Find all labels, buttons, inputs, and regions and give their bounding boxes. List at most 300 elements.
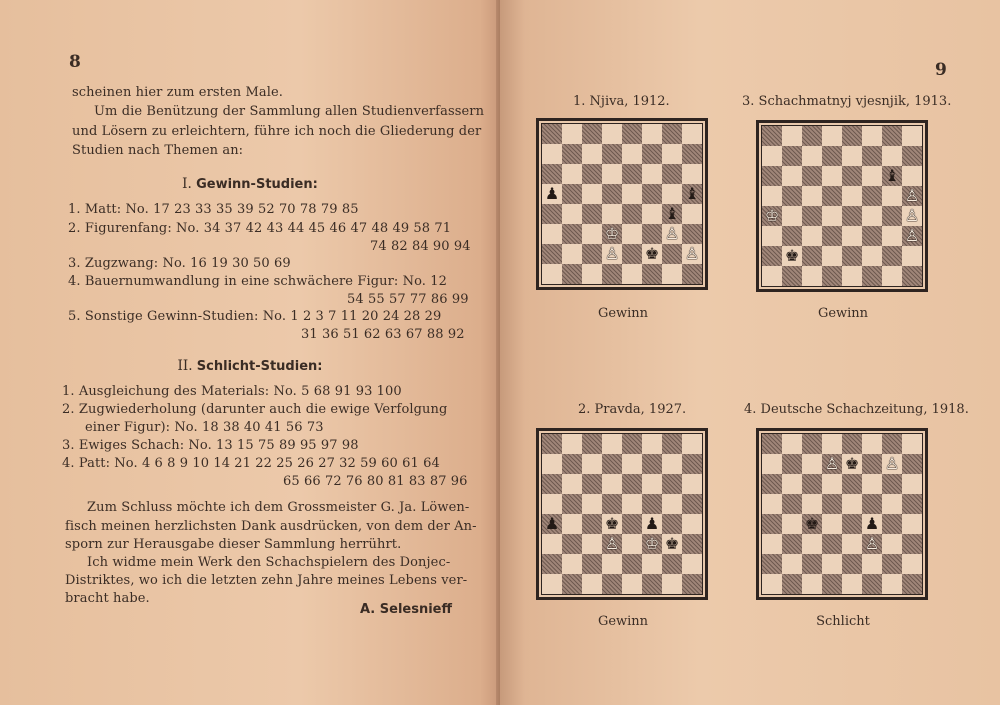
board-square-h3 <box>902 226 922 246</box>
board-square-e4 <box>842 206 862 226</box>
white-pawn-icon: ♙ <box>684 244 700 263</box>
white-king-icon: ♔ <box>604 224 620 243</box>
board-square-h6 <box>902 474 922 494</box>
board-square-c4 <box>802 514 822 534</box>
board-square-e5 <box>622 494 642 514</box>
board-square-e2 <box>842 246 862 266</box>
board-square-d7 <box>822 146 842 166</box>
white-pawn-icon: ♙ <box>604 244 620 263</box>
board-square-b3 <box>782 226 802 246</box>
board-square-g3 <box>882 534 902 554</box>
board-square-d8 <box>822 434 842 454</box>
board-square-c2 <box>802 246 822 266</box>
board-square-h7 <box>682 454 702 474</box>
board-square-e2 <box>842 554 862 574</box>
board-square-f6 <box>642 164 662 184</box>
board-square-c3 <box>582 534 602 554</box>
closing-line-4: Ich widme mein Werk den Schachspielern des Donjec- <box>87 555 451 570</box>
board-square-h8 <box>902 434 922 454</box>
section1-line-5: 5. Sonstige Gewinn-Studien: No. 1 2 3 7 11 20 24 28 29 <box>68 309 442 324</box>
board-square-b5 <box>562 184 582 204</box>
board-square-h7 <box>682 144 702 164</box>
board-square-c4 <box>582 204 602 224</box>
board-square-a3 <box>542 224 562 244</box>
board-square-g5 <box>662 494 682 514</box>
board-square-h4 <box>682 204 702 224</box>
board-square-a3 <box>762 534 782 554</box>
section2-line-1: 1. Ausgleichung des Materials: No. 5 68 91 93 100 <box>62 384 402 399</box>
board-square-g4 <box>662 514 682 534</box>
board-square-g7 <box>882 146 902 166</box>
board-square-c2 <box>802 554 822 574</box>
board-square-f4 <box>862 206 882 226</box>
board-square-b7 <box>562 454 582 474</box>
board-square-b3 <box>562 534 582 554</box>
board-square-a5 <box>542 494 562 514</box>
board-square-c2 <box>582 554 602 574</box>
section1-line-2b: 74 82 84 90 94 <box>370 239 471 254</box>
board-square-a7 <box>542 454 562 474</box>
board-square-g5 <box>882 494 902 514</box>
board-square-g8 <box>662 434 682 454</box>
board-square-c6 <box>802 474 822 494</box>
board-square-b7 <box>782 454 802 474</box>
white-pawn-icon: ♙ <box>604 534 620 553</box>
page-number-left: 8 <box>69 52 81 72</box>
board-square-a6 <box>542 474 562 494</box>
board-square-a8 <box>542 434 562 454</box>
board-square-a6 <box>542 164 562 184</box>
board-square-d2 <box>602 554 622 574</box>
board-square-a1 <box>762 574 782 594</box>
section1-line-4b: 54 55 57 77 86 99 <box>347 292 469 307</box>
white-pawn-icon: ♙ <box>864 534 880 553</box>
closing-line-3: sporn zur Herausgabe dieser Sammlung herrührt. <box>65 537 402 552</box>
board-square-b8 <box>562 434 582 454</box>
board-square-e6 <box>842 474 862 494</box>
board-square-d2 <box>602 244 622 264</box>
board-square-d7 <box>602 144 622 164</box>
board-square-b6 <box>782 166 802 186</box>
board-square-e8 <box>842 434 862 454</box>
board-square-g3 <box>662 534 682 554</box>
board-square-g1 <box>662 574 682 594</box>
white-pawn-icon: ♙ <box>884 454 900 473</box>
board-square-f1 <box>642 264 662 284</box>
intro-line-3: und Lösern zu erleichtern, führe ich noch die Gliederung der <box>72 124 482 139</box>
diagram-2-title: 2. Pravda, 1927. <box>578 402 687 417</box>
board-square-f8 <box>862 126 882 146</box>
board-square-a2 <box>542 554 562 574</box>
black-pawn-icon: ♟ <box>864 514 880 533</box>
board-square-e1 <box>842 574 862 594</box>
board-square-h3 <box>682 224 702 244</box>
board-square-f7 <box>642 454 662 474</box>
board-square-a1 <box>542 574 562 594</box>
board-square-d2 <box>822 246 842 266</box>
board-square-d3 <box>822 226 842 246</box>
white-pawn-icon: ♙ <box>824 454 840 473</box>
board-square-d5 <box>822 494 842 514</box>
board-square-c6 <box>582 474 602 494</box>
board-square-d6 <box>822 166 842 186</box>
diagram-2-board-frame <box>536 428 708 600</box>
board-square-c3 <box>802 226 822 246</box>
board-square-h8 <box>902 126 922 146</box>
board-square-b3 <box>562 224 582 244</box>
diagram-2-board <box>541 433 703 595</box>
board-square-h8 <box>682 434 702 454</box>
board-square-f7 <box>642 144 662 164</box>
board-square-h4 <box>682 514 702 534</box>
board-square-g8 <box>662 124 682 144</box>
board-square-a7 <box>542 144 562 164</box>
board-square-g5 <box>662 184 682 204</box>
board-square-b1 <box>782 574 802 594</box>
board-square-c7 <box>802 454 822 474</box>
board-square-a4 <box>762 206 782 226</box>
board-square-h2 <box>902 554 922 574</box>
board-square-d3 <box>602 534 622 554</box>
board-square-b4 <box>562 514 582 534</box>
section1-line-3: 3. Zugzwang: No. 16 19 30 50 69 <box>68 256 291 271</box>
board-square-e2 <box>622 554 642 574</box>
board-square-f4 <box>642 204 662 224</box>
black-king-icon: ♚ <box>644 244 660 263</box>
board-square-e6 <box>622 164 642 184</box>
board-square-h7 <box>902 454 922 474</box>
board-square-b1 <box>562 264 582 284</box>
board-square-c4 <box>802 206 822 226</box>
black-pawn-icon: ♟ <box>544 184 560 203</box>
board-square-e3 <box>622 224 642 244</box>
board-square-d3 <box>602 224 622 244</box>
board-square-b8 <box>782 434 802 454</box>
closing-line-1: Zum Schluss möchte ich dem Grossmeister G. Ja. Löwen- <box>87 500 470 515</box>
board-square-a7 <box>762 146 782 166</box>
board-square-g2 <box>662 554 682 574</box>
board-square-g1 <box>882 574 902 594</box>
white-pawn-icon: ♙ <box>904 226 920 245</box>
section1-line-1: 1. Matt: No. 17 23 33 35 39 52 70 78 79 85 <box>68 202 359 217</box>
board-square-d3 <box>822 534 842 554</box>
board-square-d1 <box>822 266 842 286</box>
board-square-d6 <box>822 474 842 494</box>
black-king-icon: ♚ <box>664 534 680 553</box>
board-square-f3 <box>862 226 882 246</box>
board-square-d1 <box>602 574 622 594</box>
diagram-4-title: 4. Deutsche Schachzeitung, 1918. <box>744 402 969 417</box>
board-square-e5 <box>622 184 642 204</box>
board-square-b5 <box>782 186 802 206</box>
board-square-e7 <box>622 144 642 164</box>
board-square-f5 <box>862 186 882 206</box>
board-square-d7 <box>602 454 622 474</box>
board-square-c8 <box>582 124 602 144</box>
diagram-4-board-frame <box>756 428 928 600</box>
board-square-h5 <box>902 494 922 514</box>
board-square-g6 <box>882 474 902 494</box>
white-pawn-icon: ♙ <box>904 206 920 225</box>
board-square-b4 <box>782 206 802 226</box>
board-square-c7 <box>582 144 602 164</box>
board-square-f3 <box>642 534 662 554</box>
board-square-g1 <box>662 264 682 284</box>
section2-line-4: 4. Patt: No. 4 6 8 9 10 14 21 22 25 26 27 32 59 60 61 64 <box>62 456 440 471</box>
board-square-g4 <box>882 514 902 534</box>
board-square-c1 <box>582 574 602 594</box>
board-square-c6 <box>582 164 602 184</box>
board-square-g5 <box>882 186 902 206</box>
board-square-g4 <box>662 204 682 224</box>
board-square-d8 <box>602 124 622 144</box>
board-square-e6 <box>622 474 642 494</box>
board-square-d5 <box>602 184 622 204</box>
black-king-icon: ♚ <box>604 514 620 533</box>
board-square-f7 <box>862 454 882 474</box>
board-square-c2 <box>582 244 602 264</box>
board-square-f6 <box>642 474 662 494</box>
board-square-e3 <box>622 534 642 554</box>
diagram-4-board <box>761 433 923 595</box>
board-square-h5 <box>902 186 922 206</box>
section1-line-5b: 31 36 51 62 63 67 88 92 <box>301 327 465 342</box>
board-square-d4 <box>602 514 622 534</box>
diagram-2-caption: Gewinn <box>597 614 649 629</box>
board-square-b6 <box>562 474 582 494</box>
white-pawn-icon: ♙ <box>904 186 920 205</box>
board-square-a4 <box>762 514 782 534</box>
board-square-f5 <box>642 184 662 204</box>
board-square-g7 <box>882 454 902 474</box>
board-square-d8 <box>822 126 842 146</box>
board-square-a4 <box>542 204 562 224</box>
black-king-icon: ♚ <box>844 454 860 473</box>
board-square-c7 <box>802 146 822 166</box>
board-square-h3 <box>682 534 702 554</box>
board-square-g7 <box>662 144 682 164</box>
board-square-c7 <box>582 454 602 474</box>
board-square-h3 <box>902 534 922 554</box>
closing-line-2: fisch meinen herzlichsten Dank ausdrücken, von dem der An- <box>65 519 477 534</box>
board-square-h5 <box>682 184 702 204</box>
board-square-d5 <box>822 186 842 206</box>
board-square-a6 <box>762 474 782 494</box>
board-square-f8 <box>642 434 662 454</box>
board-square-g2 <box>882 246 902 266</box>
board-square-a3 <box>542 534 562 554</box>
diagram-1-caption: Gewinn <box>597 306 649 321</box>
board-square-d1 <box>822 574 842 594</box>
board-square-d6 <box>602 474 622 494</box>
board-square-h7 <box>902 146 922 166</box>
board-square-f6 <box>862 474 882 494</box>
board-square-h1 <box>902 574 922 594</box>
board-square-c8 <box>802 434 822 454</box>
board-square-e7 <box>622 454 642 474</box>
board-square-f3 <box>862 534 882 554</box>
board-square-a7 <box>762 454 782 474</box>
board-square-f8 <box>642 124 662 144</box>
board-square-h1 <box>902 266 922 286</box>
board-square-b2 <box>562 244 582 264</box>
board-square-g1 <box>882 266 902 286</box>
board-square-h5 <box>682 494 702 514</box>
board-square-g7 <box>662 454 682 474</box>
board-square-f1 <box>862 266 882 286</box>
board-square-h4 <box>902 514 922 534</box>
board-square-h1 <box>682 264 702 284</box>
board-square-c5 <box>802 494 822 514</box>
board-square-e6 <box>842 166 862 186</box>
black-king-icon: ♚ <box>784 246 800 265</box>
board-square-a8 <box>762 126 782 146</box>
board-square-b3 <box>782 534 802 554</box>
board-square-a1 <box>542 264 562 284</box>
diagram-1-board <box>541 123 703 285</box>
board-square-h4 <box>902 206 922 226</box>
board-square-a8 <box>542 124 562 144</box>
board-square-c5 <box>582 184 602 204</box>
board-square-e3 <box>842 226 862 246</box>
board-square-d4 <box>822 206 842 226</box>
board-square-g6 <box>662 164 682 184</box>
white-pawn-icon: ♙ <box>664 224 680 243</box>
section2-line-2b: einer Figur): No. 18 38 40 41 56 73 <box>85 420 324 435</box>
board-square-d2 <box>822 554 842 574</box>
board-square-c3 <box>582 224 602 244</box>
board-square-g6 <box>882 166 902 186</box>
board-square-e1 <box>622 574 642 594</box>
board-square-a5 <box>762 186 782 206</box>
diagram-3-caption: Gewinn <box>817 306 869 321</box>
board-square-d4 <box>602 204 622 224</box>
diagram-1-title: 1. Njiva, 1912. <box>573 94 670 109</box>
board-square-b1 <box>562 574 582 594</box>
white-king-icon: ♔ <box>644 534 660 553</box>
board-square-e8 <box>842 126 862 146</box>
board-square-c3 <box>802 534 822 554</box>
section2-line-4b: 65 66 72 76 80 81 83 87 96 <box>283 474 468 489</box>
board-square-g8 <box>882 126 902 146</box>
board-square-h1 <box>682 574 702 594</box>
diagram-3-title: 3. Schachmatnyj vjesnjik, 1913. <box>742 94 952 109</box>
board-square-h6 <box>682 164 702 184</box>
board-square-h6 <box>902 166 922 186</box>
board-square-b8 <box>782 126 802 146</box>
section2-line-2: 2. Zugwiederholung (darunter auch die ewige Verfolgung <box>62 402 448 417</box>
board-square-g3 <box>662 224 682 244</box>
intro-line-1: scheinen hier zum ersten Male. <box>72 85 284 100</box>
board-square-b4 <box>782 514 802 534</box>
board-square-a5 <box>762 494 782 514</box>
black-bishop-icon: ♝ <box>684 184 700 203</box>
board-square-e5 <box>842 186 862 206</box>
board-square-c1 <box>582 264 602 284</box>
intro-line-4: Studien nach Themen an: <box>72 143 244 158</box>
board-square-b2 <box>782 554 802 574</box>
board-square-f5 <box>642 494 662 514</box>
board-square-e1 <box>622 264 642 284</box>
closing-line-5: Distriktes, wo ich die letzten zehn Jahre meines Lebens ver- <box>65 573 468 588</box>
board-square-a2 <box>762 246 782 266</box>
board-square-d7 <box>822 454 842 474</box>
board-square-f1 <box>642 574 662 594</box>
board-square-d4 <box>822 514 842 534</box>
board-square-d6 <box>602 164 622 184</box>
board-square-d5 <box>602 494 622 514</box>
board-square-a4 <box>542 514 562 534</box>
board-square-f7 <box>862 146 882 166</box>
diagram-3-board <box>761 125 923 287</box>
board-square-a2 <box>762 554 782 574</box>
board-square-a2 <box>542 244 562 264</box>
board-square-d1 <box>602 264 622 284</box>
board-square-b2 <box>562 554 582 574</box>
diagram-3-board-frame <box>756 120 928 292</box>
board-square-b7 <box>562 144 582 164</box>
board-square-c5 <box>582 494 602 514</box>
intro-line-2: Um die Benützung der Sammlung allen Studienverfassern <box>94 104 485 119</box>
board-square-h2 <box>682 554 702 574</box>
board-square-e7 <box>842 146 862 166</box>
board-square-a5 <box>542 184 562 204</box>
board-square-c1 <box>802 574 822 594</box>
board-square-h8 <box>682 124 702 144</box>
board-square-e7 <box>842 454 862 474</box>
board-square-e4 <box>622 514 642 534</box>
board-square-e2 <box>622 244 642 264</box>
board-square-c4 <box>582 514 602 534</box>
board-square-c5 <box>802 186 822 206</box>
board-square-f5 <box>862 494 882 514</box>
board-square-b2 <box>782 246 802 266</box>
signature: A. Selesnieff <box>360 602 453 617</box>
board-square-f2 <box>642 244 662 264</box>
board-square-b1 <box>782 266 802 286</box>
board-square-e4 <box>842 514 862 534</box>
section2-line-3: 3. Ewiges Schach: No. 13 15 75 89 95 97 98 <box>62 438 359 453</box>
board-square-g8 <box>882 434 902 454</box>
board-square-f2 <box>642 554 662 574</box>
diagram-1-board-frame <box>536 118 708 290</box>
board-square-b5 <box>782 494 802 514</box>
board-square-a1 <box>762 266 782 286</box>
board-square-g3 <box>882 226 902 246</box>
board-square-g2 <box>662 244 682 264</box>
board-square-a3 <box>762 226 782 246</box>
board-square-b6 <box>782 474 802 494</box>
board-square-f1 <box>862 574 882 594</box>
board-square-h2 <box>902 246 922 266</box>
right-page <box>500 0 1000 705</box>
section1-line-4: 4. Bauernumwandlung in eine schwächere Figur: No. 12 <box>68 274 448 289</box>
page-number-right: 9 <box>935 60 947 80</box>
board-square-h2 <box>682 244 702 264</box>
board-square-e4 <box>622 204 642 224</box>
board-square-e1 <box>842 266 862 286</box>
black-king-icon: ♚ <box>804 514 820 533</box>
board-square-c1 <box>802 266 822 286</box>
board-square-f6 <box>862 166 882 186</box>
board-square-b4 <box>562 204 582 224</box>
board-square-a8 <box>762 434 782 454</box>
board-square-h6 <box>682 474 702 494</box>
board-square-f4 <box>862 514 882 534</box>
board-square-f4 <box>642 514 662 534</box>
board-square-f2 <box>862 246 882 266</box>
closing-line-6: bracht habe. <box>65 591 150 606</box>
